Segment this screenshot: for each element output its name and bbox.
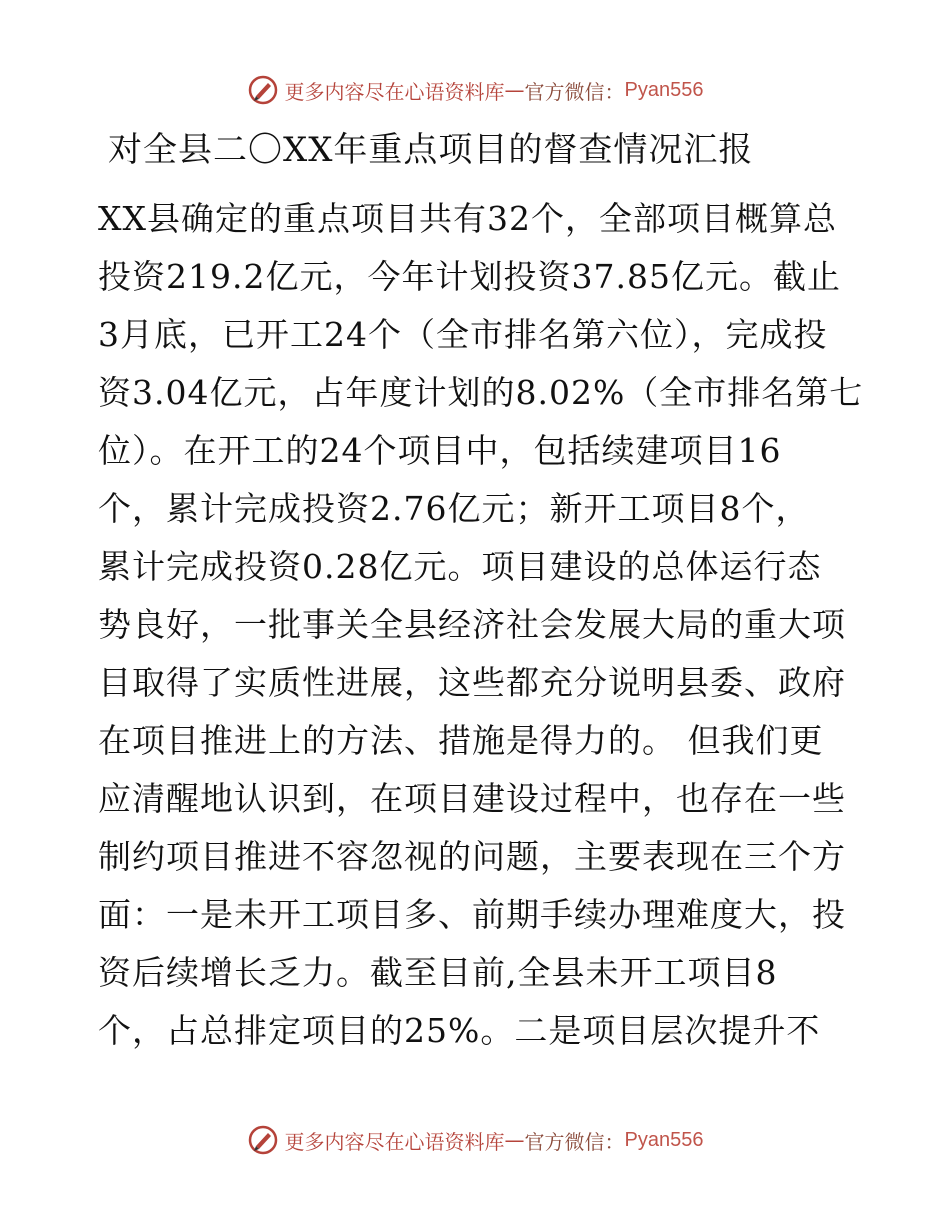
body-line: 面：一是未开工项目多、前期手续办理难度大，投	[98, 895, 846, 934]
header-wechat-id: Pyan556	[624, 78, 704, 101]
body-line: 资后续增长乏力。截至目前,全县未开工项目8	[98, 953, 778, 992]
body-line: 应清醒地认识到，在项目建设过程中，也存在一些	[98, 779, 846, 818]
body-line: XX县确定的重点项目共有32个，全部项目概算总	[98, 199, 837, 238]
pen-logo-icon	[247, 74, 279, 106]
body-line: 目取得了实质性进展，这些都充分说明县委、政府	[98, 663, 846, 702]
footer-wechat-id: Pyan556	[624, 1128, 704, 1151]
header-banner	[0, 70, 950, 110]
pen-logo-icon	[247, 1124, 279, 1156]
footer-promo-text: 更多内容尽在心语资料库	[284, 1129, 505, 1154]
footer-wechat-label: 官方微信：	[524, 1129, 625, 1154]
footer-banner	[0, 1120, 950, 1160]
body-line: 3月底，已开工24个（全市排名第六位），完成投	[98, 315, 828, 354]
header-promo-text: 更多内容尽在心语资料库	[284, 79, 505, 104]
body-line: 制约项目推进不容忽视的问题，主要表现在三个方	[98, 837, 846, 876]
body-line: 在项目推进上的方法、措施是得力的。 但我们更	[98, 721, 824, 760]
body-line: 位）。在开工的24个项目中，包括续建项目16	[98, 431, 782, 470]
document-title: 对全县二〇XX年重点项目的督查情况汇报	[108, 130, 754, 170]
body-line: 个，累计完成投资2.76亿元；新开工项目8个，	[98, 489, 810, 528]
header-wechat-label: 官方微信：	[524, 79, 625, 104]
body-line: 累计完成投资0.28亿元。项目建设的总体运行态	[98, 547, 822, 586]
body-line: 个，占总排定项目的25%。二是项目层次提升不	[98, 1011, 821, 1050]
header-dash: —	[504, 78, 525, 102]
footer-dash: —	[504, 1128, 525, 1152]
document-body	[98, 190, 864, 1060]
body-line: 势良好，一批事关全县经济社会发展大局的重大项	[98, 605, 846, 644]
body-line: 资3.04亿元，占年度计划的8.02%（全市排名第七	[98, 373, 864, 412]
body-line: 投资219.2亿元，今年计划投资37.85亿元。截止	[98, 257, 841, 296]
